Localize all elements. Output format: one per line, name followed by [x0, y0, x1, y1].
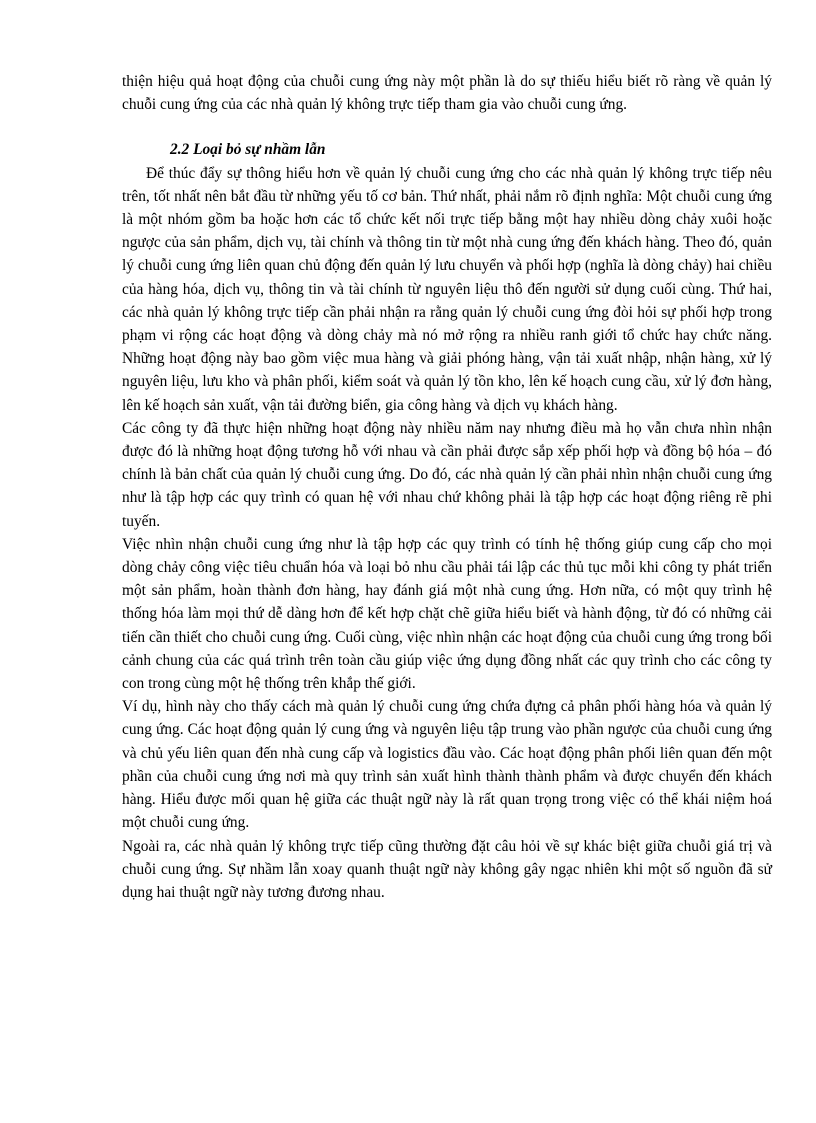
document-page: [122, 70, 772, 904]
spacer: [122, 116, 772, 138]
body-paragraph-1: Để thúc đẩy sự thông hiểu hơn về quản lý chuỗi cung ứng cho các nhà quản lý không trực tiếp nêu trên, tốt nhất nên bắt đầu từ những yếu tố cơ bản. Thứ nhất, phải nắm rõ định nghĩa: Một chuỗi cung ứng là một nhóm gồm ba hoặc hơn các tổ chức kết nối trực tiếp bằng một hay nhiều dòng chảy xuôi hoặc ngược của sản phẩm, dịch vụ, tài chính và thông tin từ một nhà cung ứng đến khách hàng. Theo đó, quản lý chuỗi cung ứng liên quan chủ động đến quản lý lưu chuyển và phối hợp (nghĩa là dòng chảy) hai chiều của hàng hóa, dịch vụ, thông tin và tài chính từ nguyên liệu thô đến người sử dụng cuối cùng. Thứ hai, các nhà quản lý không trực tiếp cần phải nhận ra rằng quản lý chuỗi cung ứng đòi hỏi sự phối hợp trong phạm vi rộng các hoạt động và dòng chảy mà nó mở rộng ra nhiều ranh giới tổ chức hay chức năng. Những hoạt động này bao gồm việc mua hàng và giải phóng hàng, vận tải xuất nhập, nhận hàng, xử lý nguyên liệu, lưu kho và phân phối, kiểm soát và quản lý tồn kho, lên kế hoạch cung cầu, xử lý đơn hàng, lên kế hoạch sản xuất, vận tải đường biển, gia công hàng và dịch vụ khách hàng.: [122, 164, 772, 414]
body-paragraph-3: Việc nhìn nhận chuỗi cung ứng như là tập hợp các quy trình có tính hệ thống giúp cung cấp cho mọi dòng chảy công việc tiêu chuẩn hóa và loại bỏ nhu cầu phải tái lập các thủ tục mỗi khi công ty phát triển một sản phẩm, hoàn thành đơn hàng, hay đánh giá một nhà cung ứng. Hơn nữa, có một quy trình hệ thống hóa làm mọi thứ dễ dàng hơn để kết hợp chặt chẽ giữa hiểu biết và hành động, từ đó có những cải tiến cần thiết cho chuỗi cung ứng. Cuối cùng, việc nhìn nhận các hoạt động của chuỗi cung ứng trong bối cảnh chung của các quá trình trên toàn cầu giúp việc ứng dụng đồng nhất các quy trình cho các công ty con trong cùng một hệ thống trên khắp thế giới.: [122, 535, 772, 693]
body-paragraph-4: Ví dụ, hình này cho thấy cách mà quản lý chuỗi cung ứng chứa đựng cả phân phối hàng hóa và quản lý cung ứng. Các hoạt động quản lý cung ứng và nguyên liệu tập trung vào phần ngược của chuỗi cung ứng và chủ yếu liên quan đến nhà cung cấp và logistics đầu vào. Các hoạt động phân phối liên quan đến một phần của chuỗi cung ứng nơi mà quy trình sản xuất hình thành thành phẩm và được chuyển đến khách hàng. Hiểu được mối quan hệ giữa các thuật ngữ này là rất quan trọng trong việc có thể khái niệm hoá một chuỗi cung ứng.: [122, 698, 772, 832]
intro-paragraph: thiện hiệu quả hoạt động của chuỗi cung ứng này một phần là do sự thiếu hiểu biết rõ ràng về quản lý chuỗi cung ứng của các nhà quản lý không trực tiếp tham gia vào chuỗi cung ứng.: [122, 73, 772, 114]
body-paragraph-2: Các công ty đã thực hiện những hoạt động này nhiều năm nay nhưng điều mà họ vẫn chưa nhìn nhận được đó là những hoạt động tương hỗ với nhau và cần phải được sắp xếp phối hợp và đồng bộ hóa – đó chính là bản chất của quản lý chuỗi cung ứng. Do đó, các nhà quản lý cần phải nhìn nhận chuỗi cung ứng như là tập hợp các quy trình có quan hệ với nhau chứ không phải là tập hợp các hoạt động riêng rẽ phi tuyến.: [122, 419, 772, 530]
section-heading: 2.2 Loại bỏ sự nhầm lẫn: [170, 141, 326, 159]
body-paragraph-5: Ngoài ra, các nhà quản lý không trực tiếp cũng thường đặt câu hỏi về sự khác biệt giữa chuỗi giá trị và chuỗi cung ứng. Sự nhầm lẫn xoay quanh thuật ngữ này không gây ngạc nhiên khi một số nguồn đã sử dụng hai thuật ngữ này tương đương nhau.: [122, 837, 772, 901]
